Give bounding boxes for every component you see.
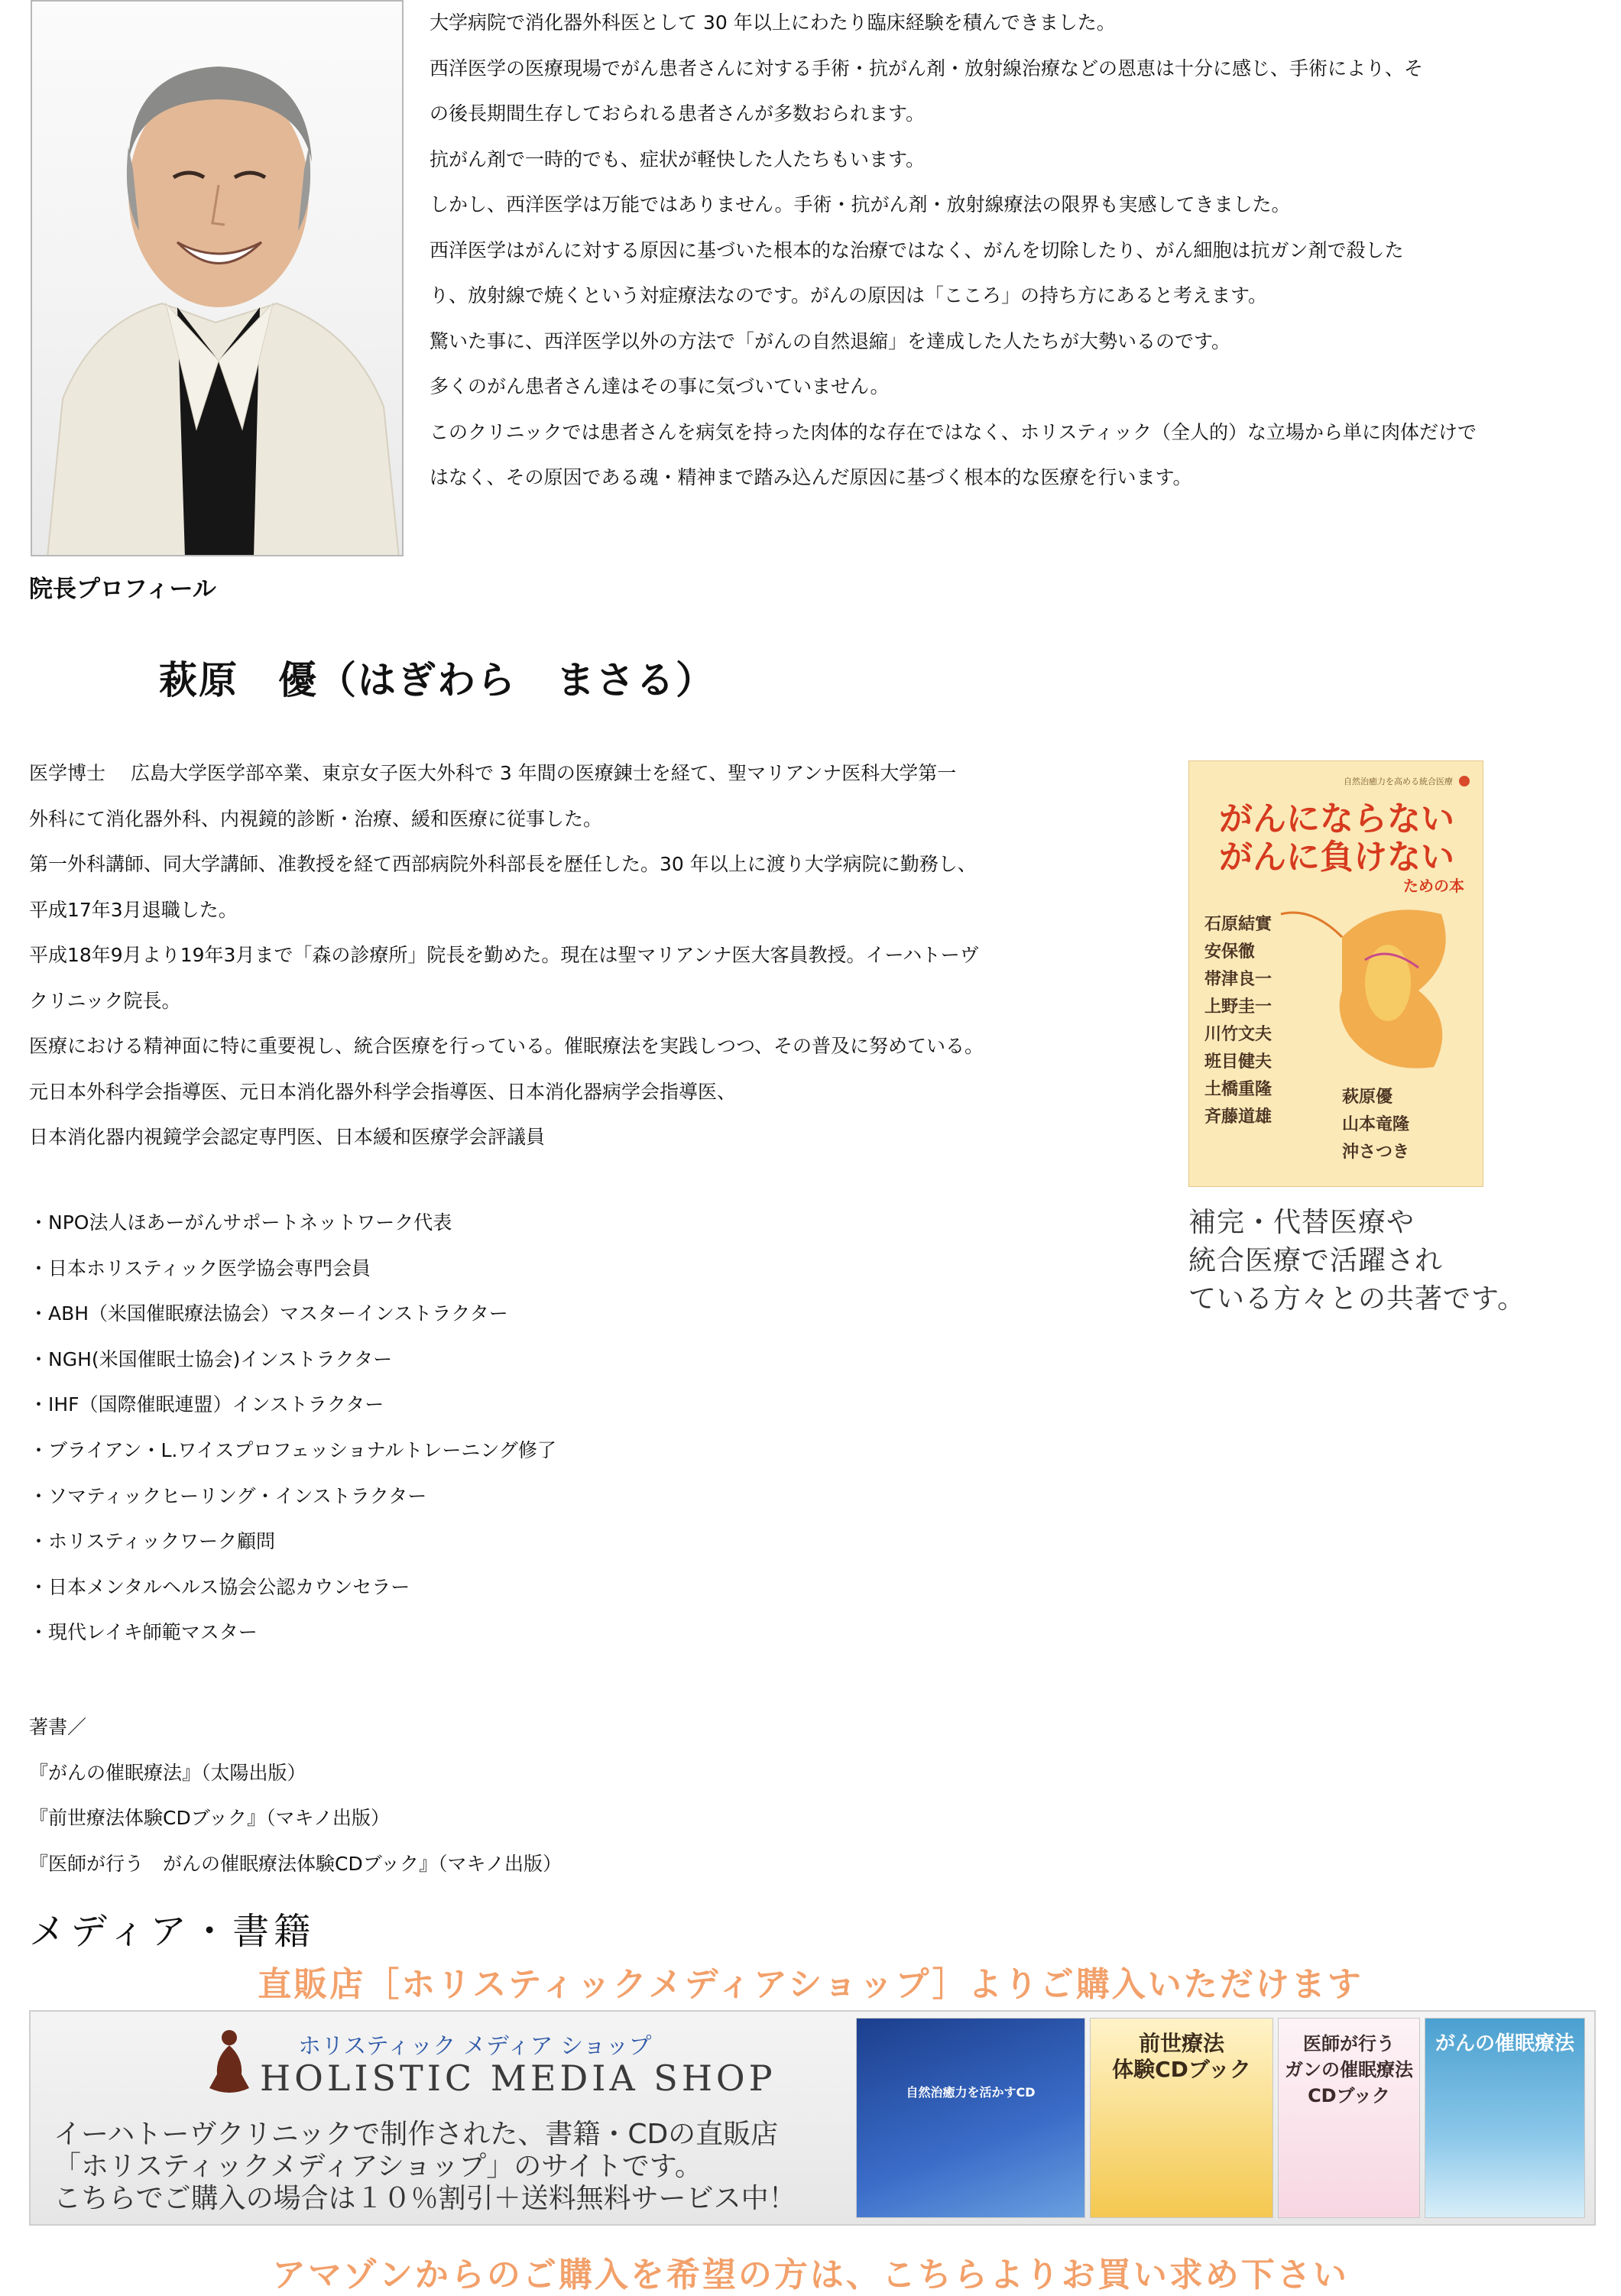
book-cover-title-1: がんにならない bbox=[1219, 799, 1454, 838]
bio-line: 元日本外科学会指導医、元日本消化器外科学会指導医、日本消化器病学会指導医、 bbox=[29, 1080, 737, 1103]
bio-line: 日本消化器内視鏡学会認定専門医、日本緩和医療学会評議員 bbox=[29, 1126, 546, 1148]
book-cover-image[interactable] bbox=[1188, 760, 1483, 1187]
list-item: ・NGH(米国催眠士協会)インストラクター bbox=[29, 1347, 393, 1370]
list-item: ・日本メンタルヘルス協会公認カウンセラー bbox=[29, 1575, 410, 1598]
shop-book-title: 自然治癒力を活かすCD bbox=[906, 2085, 1036, 2100]
book-cover-author: 萩原優 bbox=[1342, 1087, 1393, 1107]
book-cover-author: 班目健夫 bbox=[1204, 1052, 1272, 1072]
intro-line: 西洋医学はがんに対する原因に基づいた根本的な治療ではなく、がんを切除したり、がん細胞は抗ガン剤で殺した bbox=[430, 238, 1404, 261]
intro-line: の後長期間生存しておられる患者さんが多数おられます。 bbox=[430, 102, 926, 125]
books-list bbox=[29, 1704, 562, 1886]
book-caption-line: 統合医療で活躍され bbox=[1188, 1245, 1444, 1276]
book-cover-author: 山本竜隆 bbox=[1342, 1114, 1410, 1134]
book-cover-author: 帯津良一 bbox=[1204, 969, 1272, 989]
books-heading: 著書／ bbox=[29, 1716, 87, 1738]
shop-book-title: がんの催眠療法 bbox=[1435, 2032, 1574, 2055]
list-item: 『がんの催眠療法』（太陽出版） bbox=[29, 1761, 306, 1784]
biography bbox=[29, 751, 1153, 1160]
bio-line: 医療における精神面に特に重要視し、統合医療を行っている。催眠療法を実践しつつ、その普及に努めている。 bbox=[29, 1035, 984, 1057]
book-caption-line: ている方々との共著です。 bbox=[1188, 1283, 1526, 1315]
intro-line: り、放射線で焼くという対症療法なのです。がんの原因は「こころ」の持ち方にあると考えます。 bbox=[430, 284, 1268, 306]
list-item: ・現代レイキ師範マスター bbox=[29, 1621, 258, 1644]
list-item: 『医師が行う がんの催眠療法体験CDブック』（マキノ出版） bbox=[29, 1852, 562, 1875]
bio-line: 第一外科講師、同大学講師、准教授を経て西部病院外科部長を歴任した。30 年以上に渡り大学病院に勤務し、 bbox=[29, 853, 977, 875]
book-cover-title-2: がんに負けない bbox=[1219, 838, 1454, 877]
list-item: ・ABH（米国催眠療法協会）マスターインストラクター bbox=[29, 1302, 508, 1325]
list-item: 『前世療法体験CDブック』（マキノ出版） bbox=[29, 1807, 390, 1829]
book-cover-series: 自然治癒力を高める統合医療 bbox=[1344, 777, 1453, 786]
shop-book-past-life-cd[interactable] bbox=[1090, 2018, 1273, 2218]
shop-logo-japanese: ホリスティック メディア ショップ bbox=[298, 2033, 652, 2060]
list-item: ・NPO法人ほあーがんサポートネットワーク代表 bbox=[29, 1211, 452, 1234]
shop-book-title: 前世療法 体験CDブック bbox=[1112, 2031, 1251, 2082]
bio-line: 平成18年9月より19年3月まで「森の診療所」院長を勤めた。現在は聖マリアンナ医大客員教授。イーハトーヴ bbox=[29, 944, 979, 966]
intro-line: 多くのがん患者さん達はその事に気づいていません。 bbox=[430, 375, 890, 397]
shop-description bbox=[53, 2119, 796, 2215]
bio-line: 外科にて消化器外科、内視鏡的診断・治療、緩和医療に従事した。 bbox=[29, 807, 603, 830]
book-cover-author: 上野圭一 bbox=[1204, 997, 1272, 1017]
book-cover-author: 安保徹 bbox=[1204, 942, 1256, 962]
doctor-name: 萩原 優（はぎわら まさる） bbox=[159, 658, 715, 702]
bio-line: クリニック院長。 bbox=[29, 989, 181, 1012]
intro-text bbox=[430, 0, 1591, 501]
book-caption bbox=[1188, 1204, 1525, 1318]
list-item: ・日本ホリスティック医学協会専門会員 bbox=[29, 1257, 371, 1279]
media-section-title: メディア・書籍 bbox=[29, 1910, 316, 1953]
bio-line: 医学博士 広島大学医学部卒業、東京女子医大外科で 3 年間の医療錬士を経て、聖マリアンナ医科大学第一 bbox=[29, 762, 957, 784]
intro-line: はなく、その原因である魂・精神まで踏み込んだ原因に基づく根本的な医療を行います。 bbox=[430, 466, 1192, 488]
book-caption-line: 補完・代替医療や bbox=[1188, 1207, 1415, 1238]
list-item: ・IHF（国際催眠連盟）インストラクター bbox=[29, 1393, 384, 1416]
intro-line: 大学病院で消化器外科医として 30 年以上にわたり臨床経験を積んできました。 bbox=[430, 11, 1116, 34]
shop-book-cancer-hypnotherapy[interactable] bbox=[1425, 2018, 1585, 2218]
intro-line: 驚いた事に、西洋医学以外の方法で「がんの自然退縮」を達成した人たちが大勢いるのです。 bbox=[430, 329, 1231, 352]
book-cover-author: 川竹文夫 bbox=[1204, 1024, 1272, 1044]
amazon-purchase-link[interactable]: アマゾンからのご購入を希望の方は、こちらよりお買い求め下さい bbox=[272, 2255, 1349, 2294]
shop-description-line: 「ホリスティックメディアショップ」のサイトです。 bbox=[53, 2151, 702, 2182]
doctor-portrait-photo bbox=[31, 0, 404, 556]
list-item: ・ホリスティックワーク顧問 bbox=[29, 1530, 276, 1553]
book-cover-author: 土橋重隆 bbox=[1204, 1079, 1272, 1099]
shop-description-line: こちらでご購入の場合は１０％割引＋送料無料サービス中！ bbox=[53, 2183, 796, 2214]
shop-book-hypnotherapy-cd[interactable] bbox=[1278, 2018, 1420, 2218]
list-item: ・ブライアン・L.ワイスプロフェッショナルトレーニング修了 bbox=[29, 1438, 556, 1461]
profile-heading: 院長プロフィール bbox=[29, 576, 216, 603]
bio-line: 平成17年3月退職した。 bbox=[29, 898, 238, 921]
list-item: ・ソマティックヒーリング・インストラクター bbox=[29, 1484, 427, 1507]
roles-list bbox=[29, 1200, 556, 1656]
book-cover-author: 斉藤道雄 bbox=[1204, 1107, 1272, 1127]
holistic-media-shop-banner[interactable] bbox=[29, 2010, 1596, 2226]
intro-line: 抗がん剤で一時的でも、症状が軽快した人たちもいます。 bbox=[430, 148, 926, 170]
book-cover-author: 沖さつき bbox=[1342, 1142, 1410, 1162]
book-cover-title-3: ための本 bbox=[1403, 877, 1464, 895]
intro-line: このクリニックでは患者さんを病気を持った肉体的な存在ではなく、ホリスティック（全人的）な立場から単に肉体だけで bbox=[430, 420, 1477, 443]
book-cover-author: 石原結實 bbox=[1204, 914, 1272, 934]
intro-line: 西洋医学の医療現場でがん患者さんに対する手術・抗がん剤・放射線治療などの恩恵は十分に感じ、手術により、そ bbox=[430, 57, 1424, 79]
meditation-figure-icon bbox=[206, 2027, 252, 2103]
shop-book-cd-natural-healing[interactable] bbox=[856, 2018, 1085, 2218]
intro-line: しかし、西洋医学は万能ではありません。手術・抗がん剤・放射線療法の限界も実感してきました。 bbox=[430, 193, 1291, 216]
shop-description-line: イーハトーヴクリニックで制作された、書籍・CDの直販店 bbox=[53, 2119, 779, 2150]
shop-book-title: 医師が行う ガンの催眠療法 CDブック bbox=[1285, 2033, 1413, 2106]
shop-logo-english: HOLISTIC MEDIA SHOP bbox=[260, 2058, 776, 2099]
shop-direct-link[interactable]: 直販店［ホリスティックメディアショップ］よりご購入いただけます bbox=[258, 1965, 1363, 2004]
